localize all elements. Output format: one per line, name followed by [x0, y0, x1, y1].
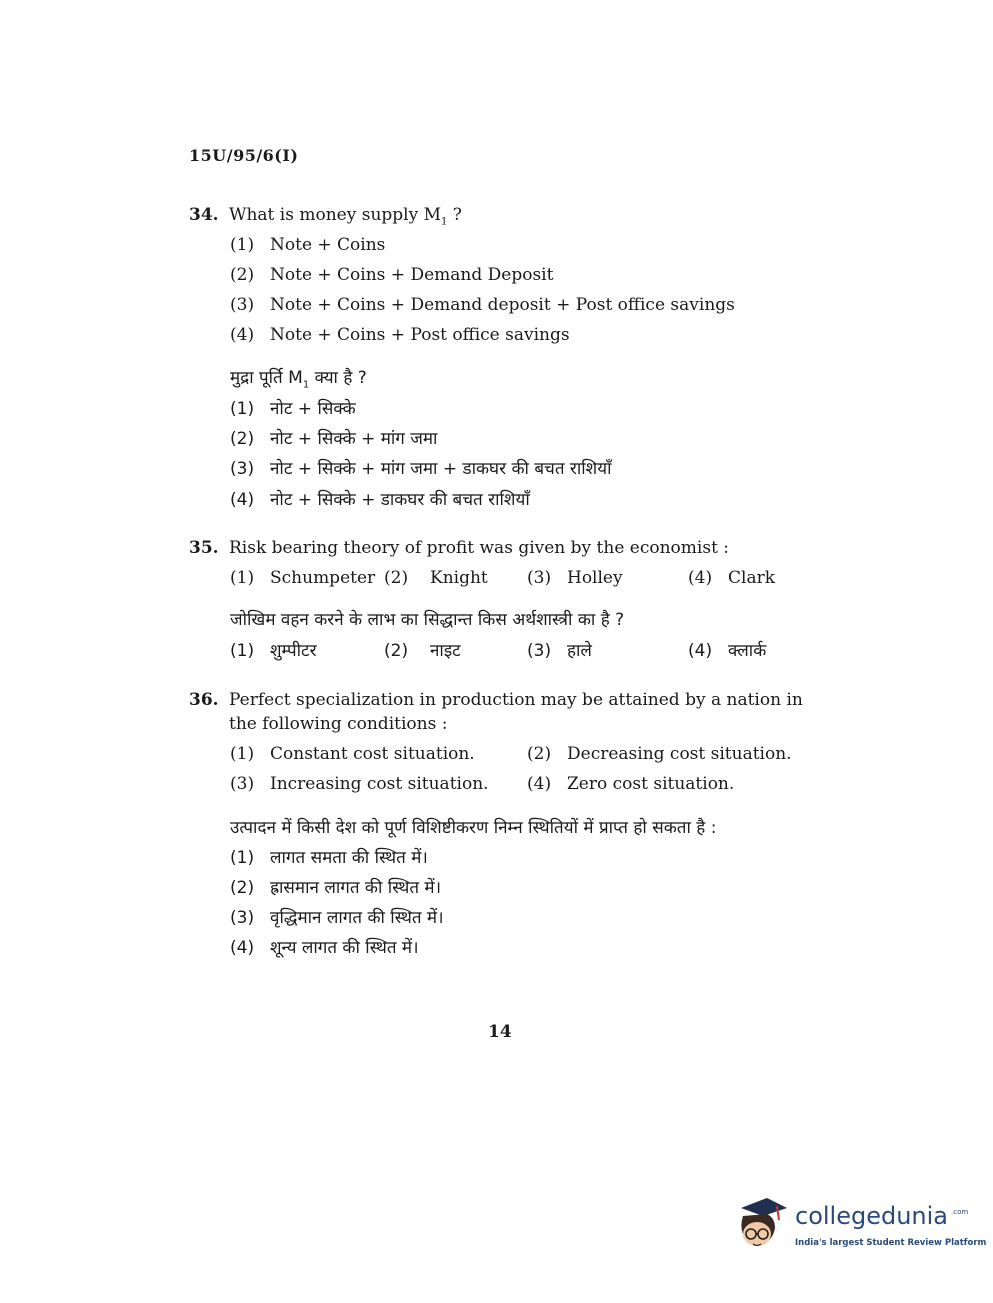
option-number: (1) [230, 568, 255, 588]
option [527, 568, 623, 588]
question-text: What is money supply M [229, 205, 442, 225]
option-text: शुम्पीटर [270, 641, 317, 661]
option [230, 325, 570, 345]
question-text: Perfect specialization in production may be attained by a nation in [229, 690, 803, 710]
logo-wordmark: collegedunia [795, 1202, 949, 1230]
option-number: (2) [230, 265, 255, 285]
option [230, 744, 475, 764]
option-number: (3) [230, 295, 255, 315]
hindi-option [230, 875, 441, 898]
option-text: नोट + सिक्के + मांग जमा [270, 429, 438, 449]
option-number: (3) [527, 568, 552, 588]
hindi-option [230, 845, 428, 868]
hindi-option [527, 638, 592, 661]
hindi-option [688, 638, 766, 661]
option-text: क्लार्क [728, 641, 767, 661]
option [527, 744, 792, 764]
option-number: (2) [230, 878, 255, 898]
option-text: Increasing cost situation. [270, 774, 489, 794]
mascot-icon [733, 1194, 791, 1258]
option [230, 774, 489, 794]
option-number: (2) [230, 429, 255, 449]
hindi-question-text: मुद्रा पूर्ति M [230, 368, 303, 388]
option-text: Note + Coins [270, 235, 386, 255]
option-text: नोट + सिक्के [270, 399, 356, 419]
hindi-option [230, 638, 317, 661]
logo-tagline: India's largest Student Review Platform [795, 1238, 987, 1248]
option-number: (1) [230, 399, 255, 419]
option-number: (4) [230, 325, 255, 345]
option-number: (3) [527, 641, 552, 661]
question-number: 35. [189, 538, 219, 558]
option [230, 235, 385, 255]
option-text: Holley [567, 568, 623, 588]
subscript: 1 [441, 216, 448, 228]
option-number: (3) [230, 459, 255, 479]
option [230, 265, 553, 285]
option-number: (4) [527, 774, 552, 794]
option-text: नाइट [430, 641, 461, 661]
option-number: (2) [384, 641, 409, 661]
option-text: Clark [728, 568, 776, 588]
question-34 [189, 205, 462, 227]
option-text: नोट + सिक्के + डाकघर की बचत राशियाँ [270, 490, 530, 510]
option-number: (4) [688, 568, 713, 588]
option-number: (4) [230, 938, 255, 958]
paper-code: 15U/95/6(I) [189, 146, 299, 165]
option-text: वृद्धिमान लागत की स्थित में। [270, 908, 444, 928]
option-number: (1) [230, 848, 255, 868]
hindi-option [230, 935, 419, 958]
hindi-option [384, 638, 461, 661]
option [688, 568, 775, 588]
question-number: 34. [189, 205, 219, 225]
option-number: (3) [230, 908, 255, 928]
question-35 [189, 538, 729, 558]
question-36 [189, 690, 803, 710]
option-text: Constant cost situation. [270, 744, 475, 764]
option [230, 568, 375, 588]
hindi-option [230, 426, 437, 449]
hindi-question-text-end: क्या है ? [309, 368, 367, 388]
option-text: Note + Coins + Demand Deposit [270, 265, 554, 285]
option-number: (1) [230, 641, 255, 661]
hindi-option [230, 487, 530, 510]
option-number: (1) [230, 235, 255, 255]
logo-suffix: .com [951, 1208, 969, 1216]
subscript: 1 [302, 379, 310, 391]
hindi-question-35: जोखिम वहन करने के लाभ का सिद्धान्त किस अर्थशास्त्री का है ? [230, 610, 625, 630]
option-number: (3) [230, 774, 255, 794]
option [527, 774, 734, 794]
hindi-question-36: उत्पादन में किसी देश को पूर्ण विशिष्टीकरण निम्न स्थितियों में प्राप्त हो सकता है : [230, 818, 717, 838]
option-text: हाले [567, 641, 592, 661]
question-text: Risk bearing theory of profit was given by the economist : [229, 538, 730, 558]
option-number: (2) [527, 744, 552, 764]
hindi-option [230, 905, 444, 928]
option-text: Zero cost situation. [567, 774, 735, 794]
option-number: (2) [384, 568, 409, 588]
option-text: शून्य लागत की स्थित में। [270, 938, 419, 958]
option-text: Schumpeter [270, 568, 376, 588]
option-text: लागत समता की स्थित में। [270, 848, 428, 868]
option-text: Decreasing cost situation. [567, 744, 792, 764]
option-text: नोट + सिक्के + मांग जमा + डाकघर की बचत राशियाँ [270, 459, 612, 479]
option-number: (1) [230, 744, 255, 764]
option-text: ह्रासमान लागत की स्थित में। [270, 878, 442, 898]
option-text: Knight [430, 568, 488, 588]
collegedunia-logo [733, 1194, 987, 1258]
hindi-question-34 [230, 365, 367, 390]
option [230, 295, 735, 315]
page-number: 14 [488, 1022, 512, 1042]
hindi-option [230, 456, 612, 479]
option-text: Note + Coins + Demand deposit + Post office savings [270, 295, 735, 315]
question-36-line2: the following conditions : [229, 714, 448, 734]
option [384, 568, 488, 588]
question-text-end: ? [447, 205, 462, 225]
option-number: (4) [688, 641, 713, 661]
option-text: Note + Coins + Post office savings [270, 325, 570, 345]
option-number: (4) [230, 490, 255, 510]
question-number: 36. [189, 690, 219, 710]
hindi-option [230, 396, 356, 419]
